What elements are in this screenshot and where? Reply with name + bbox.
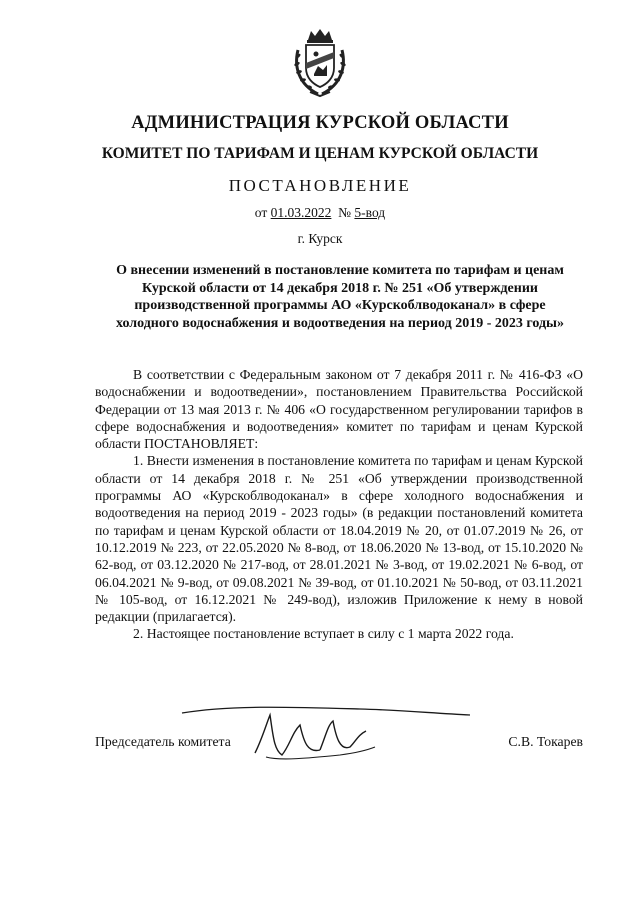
signatory-title: Председатель комитета bbox=[95, 734, 231, 749]
signatory-name: С.В. Токарев bbox=[508, 734, 583, 749]
org-title: АДМИНИСТРАЦИЯ КУРСКОЙ ОБЛАСТИ bbox=[131, 113, 509, 133]
paragraph-item-2: 2. Настоящее постановление вступает в силу с 1 марта 2022 года. bbox=[133, 626, 514, 642]
doc-number: 5-вод bbox=[354, 205, 386, 220]
handwritten-signature-icon bbox=[170, 695, 490, 765]
subject-block bbox=[80, 262, 600, 332]
doc-date: 01.03.2022 bbox=[270, 205, 332, 220]
body-text bbox=[95, 366, 583, 643]
subject-line: Курской области от 14 декабря 2018 г. № 251 «Об утверждении bbox=[142, 280, 538, 296]
subject-line: О внесении изменений в постановление комитета по тарифам и ценам bbox=[116, 263, 564, 278]
date-number-line bbox=[0, 205, 640, 221]
city-line: г. Курск bbox=[297, 231, 343, 246]
coat-of-arms-icon bbox=[292, 26, 348, 98]
subject-line: холодного водоснабжения и водоотведения на период 2019 - 2023 годы» bbox=[115, 315, 564, 331]
date-prefix: от bbox=[254, 205, 268, 220]
paragraph-item-1: 1. Внести изменения в постановление комитета по тарифам и ценам Курской области от 14 декабря 2018 г. № 251 «Об утверждении производственной программы АО «Курскоблводоканал» в сфере холодного водоснабжения и водоотведения на период 2019 - 2023 годы» (в редакции постановлений комитета по тарифам и ценам Курской области от 18.04.2019 № 20, от 01.07.2019 № 26, от 10.12.2019 № 223, от 22.05.2020 № 8-вод, от 18.06.2020 № 13-вод, от 15.10.2020 № 62-вод, от 03.12.2020 № 217-вод, от 28.01.2021 № 3-вод, от 19.02.2021 № 6-вод, от 06.04.2021 № 9-вод, от 09.08.2021 № 39-вод, от 01.10.2021 № 50-вод, от 03.11.2021 № 105-вод, от 16.12.2021 № 249-вод), изложив Приложение к нему в новой редакции (прилагается). bbox=[95, 453, 583, 625]
doc-type-title: ПОСТАНОВЛЕНИЕ bbox=[228, 176, 412, 195]
paragraph-preamble: В соответствии с Федеральным законом от 7 декабря 2011 г. № 416-ФЗ «О водоснабжении и водоотведении», постановлением Правительства Российской Федерации от 13 мая 2013 г. № 406 «О государственном регулировании тарифов в сфере водоснабжения и водоотведения» комитет по тарифам и ценам Курской области ПОСТАНОВЛЯЕТ: bbox=[95, 367, 583, 452]
number-prefix: № bbox=[338, 205, 352, 220]
subject-line: производственной программы АО «Курскоблводоканал» в сфере bbox=[134, 298, 546, 313]
committee-title: КОМИТЕТ ПО ТАРИФАМ И ЦЕНАМ КУРСКОЙ ОБЛАСТИ bbox=[101, 145, 539, 162]
